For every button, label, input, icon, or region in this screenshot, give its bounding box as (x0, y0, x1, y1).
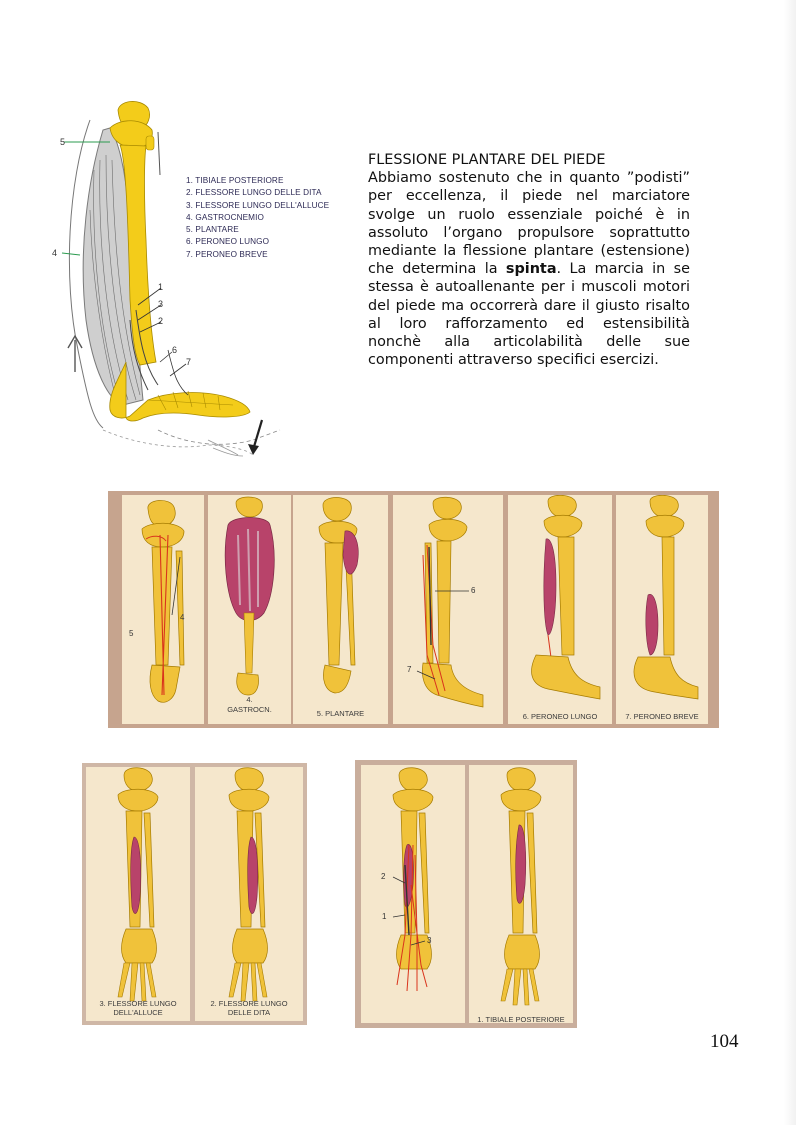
leg-muscles-figure (48, 100, 348, 470)
panel-peroneo-tendons (393, 495, 503, 724)
bold-term: spinta (505, 261, 557, 278)
caption-peroneo-breve: 7. PERONEO BREVE (625, 712, 699, 721)
page-number: 104 (710, 1031, 739, 1052)
panel-plantare-front (122, 495, 204, 724)
leg-number-4: 4 (52, 248, 58, 258)
plate-gastrocnemius-peroneus (108, 491, 719, 728)
panel-tibiale-posteriore (469, 765, 573, 1023)
paragraph-part-2: . La marcia in se stessa è autoallenante per i muscoli motori del piede ma occorrerà dare il giusto risalto al loro rafforzamento ed estensibilità nonchè alla articolabilità delle sue componenti attraverso specifici esercizi. (368, 261, 691, 369)
leg-number-7: 7 (186, 357, 192, 367)
plate3-number-3: 3 (427, 936, 432, 945)
text-block (368, 151, 690, 369)
leg-number-6: 6 (172, 345, 178, 355)
legend-item: 3. FLESSORE LUNGO DELL'ALLUCE (186, 200, 330, 210)
caption-peroneo-lungo: 6. PERONEO LUNGO (522, 712, 598, 721)
caption-gastrocnemius-number: 4. (246, 695, 253, 704)
caption-plantare: 5. PLANTARE (316, 709, 365, 718)
plate3-number-2: 2 (381, 872, 386, 881)
panel-tibiale-tendons (361, 765, 465, 1023)
plate-tibiale-posteriore (355, 760, 577, 1028)
legend-item: 2. FLESSORE LUNGO DELLE DITA (186, 188, 322, 198)
leg-number-1: 1 (158, 282, 164, 292)
plate1-number-5: 5 (129, 629, 134, 638)
plate1-number-7: 7 (407, 665, 412, 674)
paragraph-part-1: Abbiamo sostenuto che in quanto ”podisti” per eccellenza, il piede nel marciatore svolge un ruolo essenziale poiché è in assoluto l’organo propulsore soprattutto mediante la flessione plantare (estensione) che determina la (368, 170, 690, 278)
legend-item: 4. GASTROCNEMIO (186, 212, 264, 222)
section-heading: FLESSIONE PLANTARE DEL PIEDE (368, 152, 606, 168)
plate1-number-4: 4 (180, 613, 185, 622)
panel-peroneo-lungo (508, 495, 612, 724)
panel-peroneo-breve (616, 495, 708, 724)
page-edge-shadow (784, 0, 796, 1125)
panel-gastrocnemius (208, 495, 291, 724)
caption-flessore-alluce-1: 3. FLESSORE LUNGO (99, 999, 177, 1008)
leg-legend (186, 175, 329, 261)
plate3-number-1: 1 (382, 912, 387, 921)
caption-flessore-dita-2: DELLE DITA (227, 1008, 271, 1017)
leg-number-2: 2 (158, 316, 164, 326)
legend-item: 1. TIBIALE POSTERIORE (186, 176, 284, 185)
plate1-number-6: 6 (471, 586, 476, 595)
body-paragraph (368, 169, 690, 369)
panel-plantare (293, 495, 388, 724)
caption-flessore-dita-1: 2. FLESSORE LUNGO (210, 999, 288, 1008)
leg-number-5: 5 (60, 137, 66, 147)
plate-flexor-muscles (82, 763, 307, 1025)
caption-tibiale-posteriore: 1. TIBIALE POSTERIORE (477, 1015, 565, 1024)
legend-item: 5. PLANTARE (186, 225, 239, 235)
panel-flessore-alluce (86, 767, 190, 1021)
legend-item: 6. PERONEO LUNGO (186, 237, 270, 247)
caption-flessore-alluce-2: DELL'ALLUCE (113, 1008, 163, 1017)
legend-item: 7. PERONEO BREVE (186, 249, 268, 259)
leg-number-3: 3 (158, 299, 164, 309)
panel-flessore-dita (195, 767, 303, 1021)
caption-gastrocnemius: GASTROCN. (227, 705, 272, 714)
